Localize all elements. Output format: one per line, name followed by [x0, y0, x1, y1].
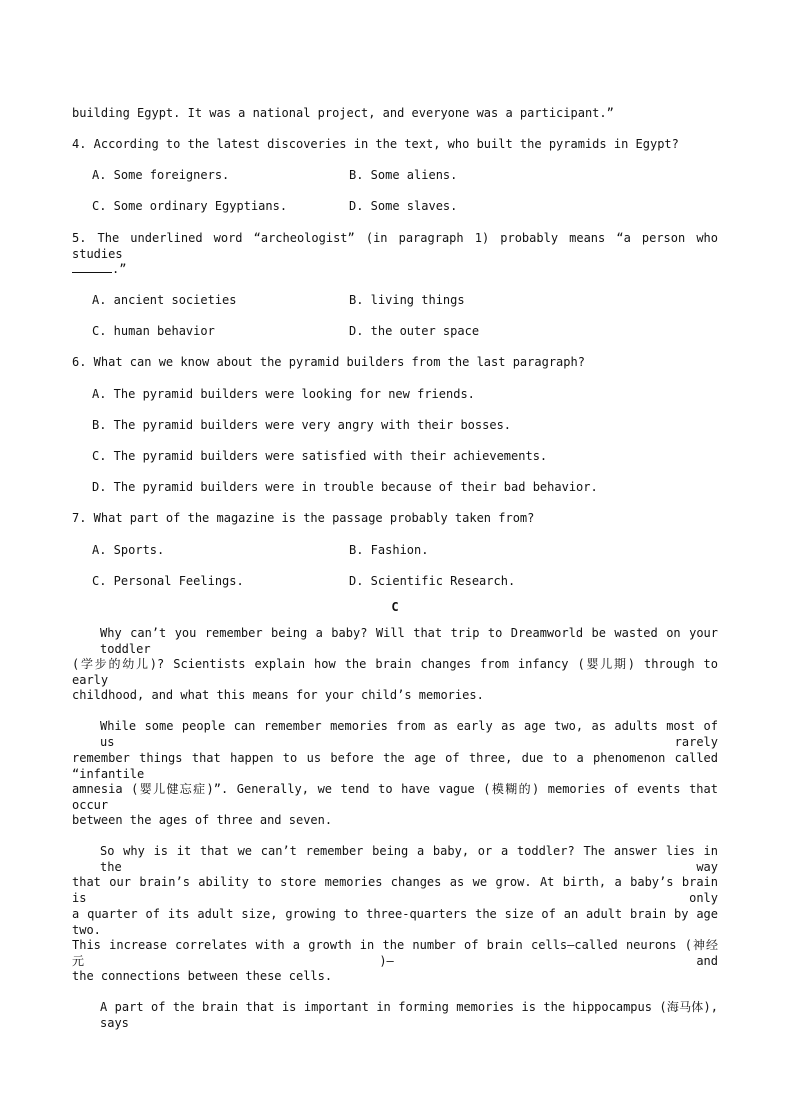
passage-line: the connections between these cells.: [72, 969, 333, 983]
question-4-stem: 4. According to the latest discoveries in the text, who built the pyramids in Egypt?: [72, 137, 679, 151]
question-4-option-d[interactable]: D. Some slaves.: [349, 199, 458, 213]
question-5-option-c[interactable]: C. human behavior: [92, 324, 215, 338]
question-7-option-b[interactable]: B. Fashion.: [349, 543, 429, 557]
intro-line: building Egypt. It was a national project, and everyone was a participant.”: [72, 106, 614, 120]
question-4-options-row-2: [92, 198, 738, 214]
question-5-option-d[interactable]: D. the outer space: [349, 324, 480, 338]
question-5-option-a[interactable]: A. ancient societies: [92, 293, 237, 307]
passage-line: between the ages of three and seven.: [72, 813, 333, 827]
question-4-options-row-1: [92, 167, 738, 183]
passage-line: This increase correlates with a growth in the number of brain cells—called neurons (神经元)— and: [72, 938, 718, 968]
section-heading: C: [391, 600, 399, 614]
question-4-option-b[interactable]: B. Some aliens.: [349, 168, 458, 182]
question-7-stem: 7. What part of the magazine is the passage probably taken from?: [72, 511, 535, 525]
question-7-option-d[interactable]: D. Scientific Research.: [349, 574, 516, 588]
question-4-option-c[interactable]: C. Some ordinary Egyptians.: [92, 199, 288, 213]
question-5-stem-end: .”: [112, 262, 127, 276]
passage-line: While some people can remember memories from as early as age two, as adults most of us rarely: [100, 719, 718, 749]
question-7-options-row-2: [92, 573, 738, 589]
passage-line: remember things that happen to us before the age of three, due to a phenomenon called “infantile: [72, 751, 718, 781]
question-6-option-c[interactable]: C. The pyramid builders were satisfied with their achievements.: [92, 449, 548, 463]
answer-blank: [72, 261, 112, 273]
question-5-options-row-1: [92, 292, 738, 308]
passage-line: (学步的幼儿)? Scientists explain how the brain changes from infancy (婴儿期) through to early: [72, 657, 718, 687]
passage-line: A part of the brain that is important in forming memories is the hippocampus (海马体), says: [100, 1000, 718, 1030]
question-4-option-a[interactable]: A. Some foreigners.: [92, 168, 230, 182]
question-7-options-row-1: [92, 542, 738, 558]
passage-line: So why is it that we can’t remember being a baby, or a toddler? The answer lies in the way: [100, 844, 718, 874]
question-6-option-d[interactable]: D. The pyramid builders were in trouble because of their bad behavior.: [92, 480, 598, 494]
passage-line: a quarter of its adult size, growing to three-quarters the size of an adult brain by age two.: [72, 907, 718, 937]
question-7-option-a[interactable]: A. Sports.: [92, 543, 165, 557]
passage-line: Why can’t you remember being a baby? Will that trip to Dreamworld be wasted on your toddler: [100, 626, 718, 656]
question-6-stem: 6. What can we know about the pyramid builders from the last paragraph?: [72, 355, 585, 369]
question-6-option-a[interactable]: A. The pyramid builders were looking for new friends.: [92, 387, 475, 401]
question-7-option-c[interactable]: C. Personal Feelings.: [92, 574, 244, 588]
passage-line: amnesia (婴儿健忘症)”. Generally, we tend to have vague (模糊的) memories of events that occur: [72, 782, 718, 812]
question-5-options-row-2: [92, 323, 738, 339]
passage-line: that our brain’s ability to store memories changes as we grow. At birth, a baby’s brain is only: [72, 875, 718, 905]
question-5-option-b[interactable]: B. living things: [349, 293, 465, 307]
passage-line: childhood, and what this means for your child’s memories.: [72, 688, 484, 702]
question-6-option-b[interactable]: B. The pyramid builders were very angry with their bosses.: [92, 418, 512, 432]
question-5-stem-continuation: [72, 261, 718, 277]
question-5-stem: 5. The underlined word “archeologist” (in paragraph 1) probably means “a person who studies: [72, 231, 718, 261]
